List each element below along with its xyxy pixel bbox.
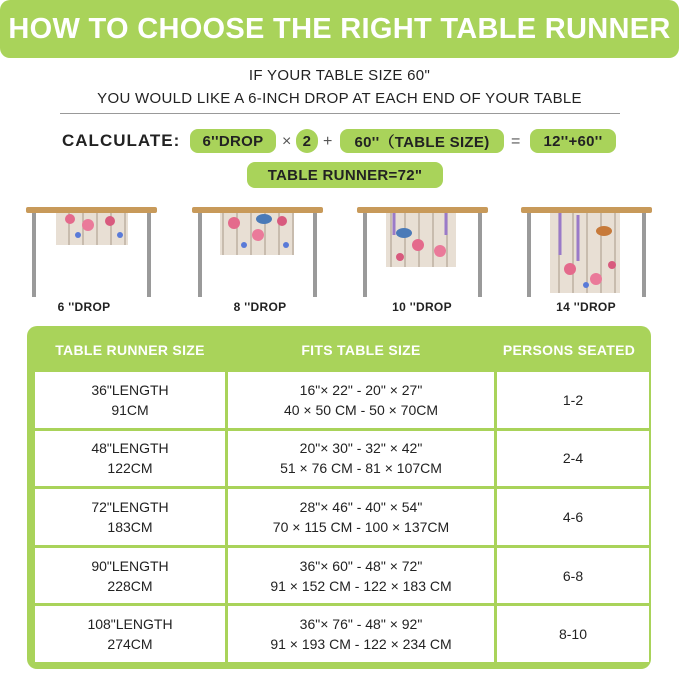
table-row-48-fit <box>228 431 494 487</box>
fit-inches: 36"× 76" - 48" × 92" <box>299 616 423 633</box>
table-illustration-10in <box>357 207 488 297</box>
fit-inches: 20"× 30" - 32" × 42" <box>299 440 423 457</box>
intro-line-2: YOU WOULD LIKE A 6-INCH DROP AT EACH END OF YOUR TABLE <box>97 90 582 107</box>
table-row-36-fit <box>228 372 494 428</box>
table-row-72-persons: 4-6 <box>497 489 649 545</box>
runner-length: 36"LENGTH <box>91 381 169 398</box>
table-row-36-size <box>35 372 225 428</box>
header-persons-seated: PERSONS SEATED <box>502 342 636 358</box>
multiplier-pill: 2 <box>296 129 318 153</box>
runner-length-cm: 122CM <box>107 460 153 477</box>
fit-cm: 91 × 193 CM - 122 × 234 CM <box>270 636 452 653</box>
calculate-label: CALCULATE: <box>62 131 181 150</box>
drop-label-6in: 6 ''DROP <box>57 300 111 314</box>
page-title: HOW TO CHOOSE THE RIGHT TABLE RUNNER <box>8 12 671 45</box>
table-illustration-14in <box>521 207 652 297</box>
table-row-72-size <box>35 489 225 545</box>
drop-label-8in: 8 ''DROP <box>233 300 287 314</box>
equals-sign: = <box>511 133 521 150</box>
plus-sign: + <box>323 133 333 150</box>
table-illustration-8in <box>192 207 323 297</box>
header-runner-size: TABLE RUNNER SIZE <box>55 342 205 358</box>
result-pill: 12''+60'' <box>530 129 616 153</box>
header-fits-table-size: FITS TABLE SIZE <box>301 342 421 358</box>
runner-length-pill: TABLE RUNNER=72" <box>247 162 443 188</box>
table-row-48-size <box>35 431 225 487</box>
table-row-72-fit <box>228 489 494 545</box>
table-row-108-size <box>35 606 225 662</box>
runner-length-cm: 91CM <box>111 401 149 418</box>
table-illustrations <box>0 195 679 310</box>
title-banner <box>0 0 679 58</box>
size-table <box>27 326 651 669</box>
fit-cm: 91 × 152 CM - 122 × 183 CM <box>270 577 452 594</box>
table-row-36-persons: 1-2 <box>497 372 649 428</box>
table-row-108-fit <box>228 606 494 662</box>
runner-length: 90"LENGTH <box>91 557 169 574</box>
times-sign: × <box>282 133 292 150</box>
fit-inches: 28"× 46" - 40" × 54" <box>299 498 423 515</box>
table-row-108-persons: 8-10 <box>497 606 649 662</box>
table-row-90-persons: 6-8 <box>497 548 649 604</box>
runner-length-cm: 228CM <box>107 577 153 594</box>
runner-length-cm: 274CM <box>107 636 153 653</box>
table-row-90-fit <box>228 548 494 604</box>
drop-label-10in: 10 ''DROP <box>392 300 452 314</box>
table-row-90-size <box>35 548 225 604</box>
table-illustration-6in <box>26 207 157 297</box>
fit-inches: 16"× 22" - 20" × 27" <box>299 381 423 398</box>
runner-length-cm: 183CM <box>107 518 153 535</box>
drop-label-14in: 14 ''DROP <box>556 300 616 314</box>
drop-pill: 6''DROP <box>190 129 276 153</box>
intro-line-1: IF YOUR TABLE SIZE 60" <box>248 67 431 84</box>
fit-cm: 40 × 50 CM - 50 × 70CM <box>283 401 439 418</box>
runner-length: 72"LENGTH <box>91 498 169 515</box>
size-table-body <box>35 372 643 662</box>
runner-length: 48"LENGTH <box>91 440 169 457</box>
fit-inches: 36"× 60" - 48" × 72" <box>299 557 423 574</box>
fit-cm: 70 × 115 CM - 100 × 137CM <box>272 518 450 535</box>
divider <box>60 113 620 114</box>
fit-cm: 51 × 76 CM - 81 × 107CM <box>280 460 442 477</box>
runner-length: 108"LENGTH <box>87 616 173 633</box>
table-size-pill: 60''（TABLE SIZE) <box>340 129 504 153</box>
table-row-48-persons: 2-4 <box>497 431 649 487</box>
